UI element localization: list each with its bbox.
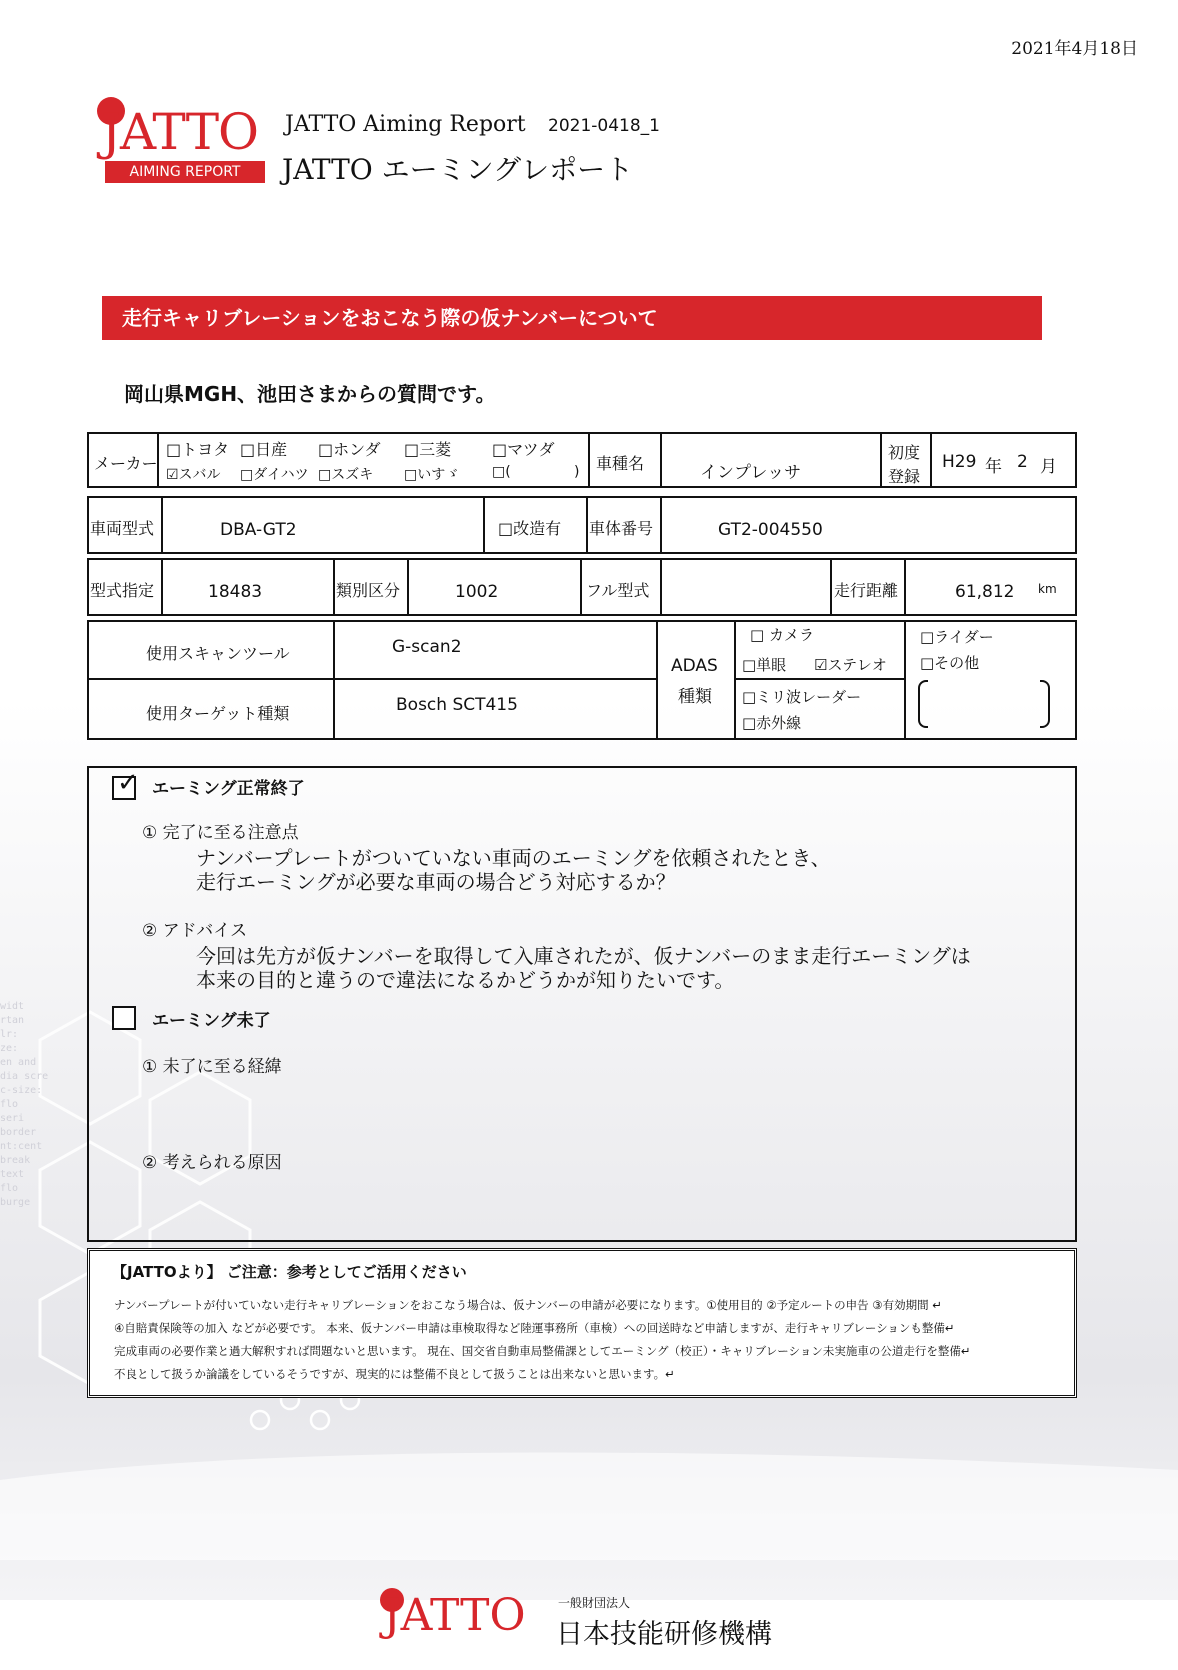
maker-daihatsu: □ダイハツ [240, 467, 309, 483]
maker-subaru: ☑スバル [166, 467, 221, 483]
logo-band: AIMING REPORT [105, 161, 265, 183]
adas-label-2: 種類 [678, 687, 712, 707]
mileage-value: 61,812 [955, 582, 1015, 602]
footer-org-type: 一般財団法人 [558, 1596, 631, 1610]
designation-value: 18483 [208, 582, 263, 602]
adas-camera: □ カメラ [750, 626, 814, 644]
vehicle-type-value: DBA-GT2 [220, 520, 297, 540]
notice-line-3: 完成車両の必要作業と過大解釈すれば問題ないと思います。 現在、国交省自動車局整備課としてエーミング（校正）・キャリブレーション未実施車の公道走行を整備↵ [114, 1344, 971, 1358]
mileage-unit: km [1038, 582, 1057, 596]
notice-line-1: ナンバープレートが付いていない走行キャリブレーションをおこなう場合は、仮ナンバーの申請が必要になります。①使用目的 ②予定ルートの申告 ③有効期間 ↵ [114, 1298, 942, 1312]
first-registration-month-unit: 月 [1040, 457, 1057, 477]
first-registration-year-unit: 年 [985, 457, 1002, 477]
notice-title: 【JATTOより】 ご注意：参考としてご活用ください [112, 1263, 467, 1281]
aiming-complete-checkbox [112, 768, 139, 800]
category-value: 1002 [455, 582, 499, 602]
incomplete-point-2-label: ② 考えられる原因 [142, 1153, 282, 1173]
vin-value: GT2-004550 [718, 520, 823, 540]
maker-mazda: □マツダ [492, 440, 555, 459]
first-registration-label-1: 初度 [888, 443, 921, 462]
code-text-decoration: widt rtan lr: ze: en and dia scre c-size: flo seri border nt:cent break text flo burge [0, 1001, 49, 1208]
aiming-incomplete-title: エーミング未了 [152, 1011, 271, 1031]
jatto-aiming-report-logo [95, 95, 270, 185]
maker-label: メーカー [94, 454, 158, 473]
category-label: 類別区分 [336, 581, 401, 600]
scan-tool-label: 使用スキャンツール [146, 644, 290, 663]
title-japanese: JATTO エーミングレポート [282, 153, 634, 186]
maker-other-open: □( [492, 464, 511, 480]
adas-other-bracket-right [1040, 680, 1050, 728]
aiming-complete-title: エーミング正常終了 [152, 779, 305, 799]
model-name-label: 車種名 [596, 454, 645, 473]
report-date: 2021年4月18日 [1011, 39, 1138, 59]
incomplete-point-1-label: ① 未了に至る経緯 [142, 1057, 282, 1077]
adas-millimeter-radar: □ミリ波レーダー [742, 688, 862, 706]
full-type-label: フル型式 [586, 581, 650, 600]
maker-other-close: ) [574, 464, 580, 480]
maker-suzuki: □スズキ [318, 467, 374, 483]
footer-logo: JATTO [383, 1590, 526, 1641]
adas-other: □その他 [920, 654, 980, 672]
check-mark-icon: ✓ [117, 768, 139, 798]
question-source: 岡山県MGH、池田さまからの質問です。 [124, 382, 496, 406]
complete-point-1-label: ① 完了に至る注意点 [142, 823, 299, 843]
modified-checkbox: □改造有 [498, 519, 562, 538]
maker-mitsubishi: □三菱 [404, 440, 452, 459]
footer-org-name: 日本技能研修機構 [556, 1619, 772, 1650]
complete-point-2-text-line-1: 今回は先方が仮ナンバーを取得して入庫されたが、仮ナンバーのまま走行エーミングは [196, 944, 971, 968]
first-registration-month: 2 [1017, 452, 1028, 472]
adas-stereo-camera: ☑ステレオ [814, 656, 887, 674]
maker-honda: □ホンダ [318, 440, 381, 459]
adas-mono-camera: □単眼 [742, 656, 787, 674]
adas-label-1: ADAS [671, 656, 718, 676]
notice-line-2: ④自賠責保険等の加入 などが必要です。 本来、仮ナンバー申請は車検取得など陸運事務所（車検）への回送時など申請しますが、走行キャリブレーションも整備↵ [114, 1321, 955, 1335]
first-registration-label-2: 登録 [888, 467, 921, 486]
complete-point-1-text-line-2: 走行エーミングが必要な車両の場合どう対応するか？ [196, 870, 676, 894]
mileage-label: 走行距離 [834, 581, 899, 600]
maker-isuzu: □いすゞ [404, 467, 460, 483]
vin-label: 車体番号 [589, 519, 654, 538]
model-name-value: インプレッサ [700, 463, 802, 483]
topic-banner: 走行キャリブレーションをおこなう際の仮ナンバーについて [102, 296, 1042, 340]
complete-point-2-text-line-2: 本来の目的と違うので違法になるかどうかが知りたいです。 [196, 968, 735, 992]
first-registration-era: H29 [942, 452, 977, 472]
adas-other-bracket-left [918, 680, 928, 728]
maker-toyota: □トヨタ [166, 440, 230, 459]
designation-label: 型式指定 [90, 581, 155, 600]
title-english: JATTO Aiming Report [285, 112, 526, 137]
maker-nissan: □日産 [240, 440, 288, 459]
aiming-incomplete-checkbox [112, 1006, 136, 1030]
adas-lidar: □ライダー [920, 628, 994, 646]
logo-text: JATTO [101, 103, 259, 161]
jatto-notice-box [87, 1248, 1077, 1398]
target-label: 使用ターゲット種類 [146, 704, 290, 723]
target-value: Bosch SCT415 [396, 695, 518, 715]
vehicle-type-label: 車両型式 [90, 519, 155, 538]
complete-point-2-label: ② アドバイス [142, 921, 248, 941]
adas-infrared: □赤外線 [742, 714, 802, 732]
complete-point-1-text-line-1: ナンバープレートがついていない車両のエーミングを依頼されたとき、 [196, 846, 831, 870]
report-number: 2021-0418_1 [548, 116, 660, 136]
notice-line-4: 不良として扱うか論議をしているそうですが、現実的には整備不良として扱うことは出来ないと思います。↵ [114, 1367, 675, 1381]
scan-tool-value: G-scan2 [392, 637, 462, 657]
